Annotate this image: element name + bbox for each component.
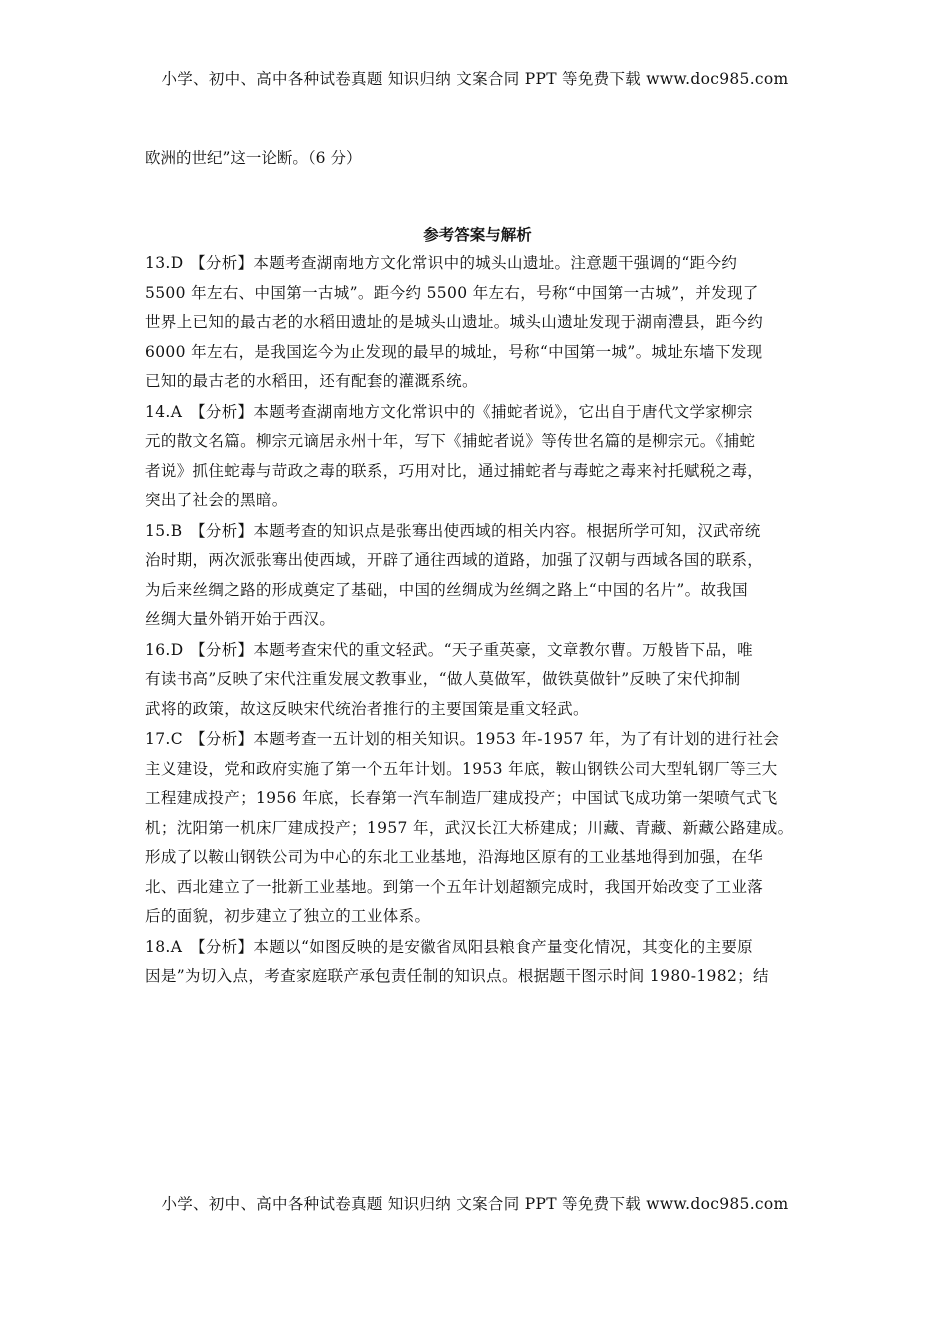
answer-line: 14.A 【分析】本题考查湖南地方文化常识中的《捕蛇者说》，它出自于唐代文学家柳宗	[145, 398, 810, 428]
answer-label: 13.D	[145, 254, 184, 272]
answer-line: 17.C 【分析】本题考查一五计划的相关知识。1953 年-1957 年，为了有计划的进行社会	[145, 725, 810, 755]
answer-line: 工程建成投产；1956 年底，长春第一汽车制造厂建成投产；中国试飞成功第一架喷气式飞	[145, 789, 778, 807]
intro-text: 欧洲的世纪”这一论断。（6 分）	[145, 149, 362, 167]
answer-item	[145, 636, 810, 725]
answer-item	[145, 398, 810, 516]
answer-line: 主义建设，党和政府实施了第一个五年计划。1953 年底，鞍山钢铁公司大型轧钢厂等三大	[145, 759, 778, 778]
answer-line: 有读书高”反映了宋代注重发展文教事业，“做人莫做军，做铁莫做针”反映了宋代抑制	[145, 670, 741, 688]
answer-line: 机；沈阳第一机床厂建成投产；1957 年，武汉长江大桥建成；川藏、青藏、新藏公路建成。	[145, 818, 794, 837]
answer-line: 者说》抓住蛇毒与苛政之毒的联系，巧用对比，通过捕蛇者与毒蛇之毒来衬托赋税之毒，	[145, 461, 764, 480]
main-content	[145, 144, 810, 992]
answer-line: 后的面貌，初步建立了独立的工业体系。	[145, 907, 431, 925]
answer-item	[145, 517, 810, 635]
answer-line: 突出了社会的黑暗。	[145, 491, 288, 509]
answer-line: 为后来丝绸之路的形成奠定了基础，中国的丝绸成为丝绸之路上“中国的名片”。故我国	[145, 580, 749, 599]
answer-item	[145, 933, 810, 992]
answer-line: 13.D 【分析】本题考查湖南地方文化常识中的城头山遗址。注意题干强调的“距今约	[145, 249, 810, 279]
answer-line: 5500 年左右、中国第一古城”。距今约 5500 年左右，号称“中国第一古城”，并发现了	[145, 283, 759, 302]
page-header: 小学、初中、高中各种试卷真题 知识归纳 文案合同 PPT 等免费下载 www.doc985.com	[161, 70, 789, 88]
answer-label: 16.D	[145, 640, 184, 659]
answer-label: 18.A	[145, 937, 183, 956]
page-footer: 小学、初中、高中各种试卷真题 知识归纳 文案合同 PPT 等免费下载 www.doc985.com	[161, 1195, 789, 1213]
answer-item	[145, 725, 810, 932]
answer-label: 14.A	[145, 402, 183, 421]
answer-line: 治时期，两次派张骞出使西域，开辟了通往西域的道路，加强了汉朝与西域各国的联系，	[145, 551, 764, 569]
answer-line: 18.A 【分析】本题以“如图反映的是安徽省凤阳县粮食产量变化情况，其变化的主要原	[145, 933, 810, 963]
answer-label: 17.C	[145, 730, 183, 748]
answer-item	[145, 249, 810, 397]
answer-line: 北、西北建立了一批新工业基地。到第一个五年计划超额完成时，我国开始改变了工业落	[145, 877, 764, 896]
answer-line: 形成了以鞍山钢铁公司为中心的东北工业基地，沿海地区原有的工业基地得到加强，在华	[145, 848, 764, 866]
answer-line: 丝绸大量外销开始于西汉。	[145, 610, 336, 628]
answer-line: 6000 年左右，是我国迄今为止发现的最早的城址，号称“中国第一城”。城址东墙下发现	[145, 342, 763, 361]
answer-line: 元的散文名篇。柳宗元谪居永州十年，写下《捕蛇者说》等传世名篇的是柳宗元。《捕蛇	[145, 432, 756, 450]
answer-label: 15.B	[145, 521, 183, 540]
answer-line: 因是”为切入点，考查家庭联产承包责任制的知识点。根据题干图示时间 1980-1982；结	[145, 967, 769, 985]
answer-line: 世界上已知的最古老的水稻田遗址的是城头山遗址。城头山遗址发现于湖南澧县，距今约	[145, 313, 764, 331]
section-title: 参考答案与解析	[423, 224, 532, 244]
answer-line: 16.D 【分析】本题考查宋代的重文轻武。“天子重英豪，文章教尔曹。万般皆下品，唯	[145, 636, 810, 666]
answer-line: 已知的最古老的水稻田，还有配套的灌溉系统。	[145, 372, 478, 390]
answer-line: 武将的政策，故这反映宋代统治者推行的主要国策是重文轻武。	[145, 699, 589, 718]
answer-line: 15.B 【分析】本题考查的知识点是张骞出使西域的相关内容。根据所学可知，汉武帝统	[145, 517, 810, 547]
